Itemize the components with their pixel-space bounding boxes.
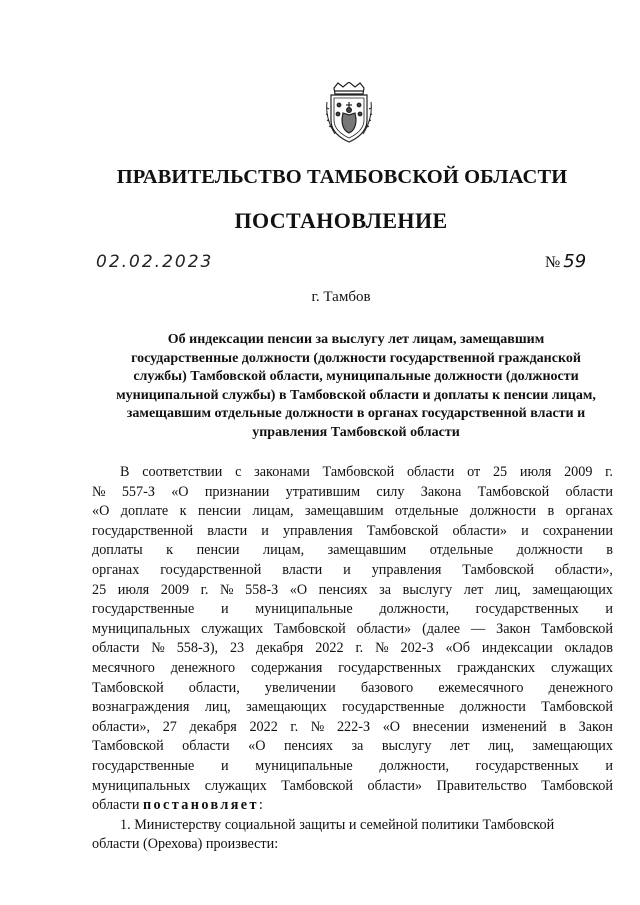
word: «О: [382, 718, 401, 735]
word: к: [179, 503, 187, 520]
word: доплате: [120, 503, 169, 520]
word: Тамбовской: [322, 464, 395, 480]
word: служащих: [550, 659, 613, 676]
word: Тамбовской: [541, 620, 613, 637]
word: органах: [92, 561, 140, 578]
word: власти: [207, 522, 248, 539]
word: муниципальных: [92, 777, 191, 794]
word: месячного: [92, 659, 155, 676]
word: должности: [469, 503, 537, 520]
word: (далее: [422, 620, 461, 637]
word: пенсии: [196, 542, 240, 559]
body-line: [92, 483, 613, 503]
word: 23: [229, 640, 245, 657]
body-line: [92, 600, 613, 620]
word: и: [261, 522, 269, 539]
document-body: [92, 463, 613, 855]
word: «О: [92, 503, 110, 520]
word: должности,: [379, 601, 449, 618]
document-subject: [92, 331, 620, 442]
body-line: [92, 581, 613, 601]
word: базового: [360, 679, 414, 696]
word: вознаграждения: [92, 699, 190, 716]
body-line: [92, 659, 613, 679]
word: государственных: [475, 601, 579, 618]
word: 222-З: [336, 718, 371, 735]
word: служащих: [201, 620, 264, 637]
word: 202-З: [400, 640, 434, 657]
closing-prefix: области: [92, 797, 143, 814]
word: и: [220, 601, 229, 618]
document-number: [545, 251, 586, 272]
word: лицам,: [263, 542, 305, 559]
word: государственной: [92, 522, 194, 539]
subject-line: государственные должности (должности государственной гражданской: [131, 350, 581, 366]
word: силу: [376, 483, 405, 500]
word: органах: [565, 503, 613, 520]
word: выслугу: [402, 581, 453, 598]
body-line: [92, 502, 613, 522]
word: отдельные: [395, 503, 459, 520]
word: Закон: [578, 718, 613, 735]
word: служащих: [204, 777, 267, 794]
word: области: [406, 464, 455, 480]
word: В: [120, 464, 130, 480]
clause-1-line: области (Орехова) произвести:: [92, 836, 279, 853]
word: «Об: [445, 640, 471, 657]
word: Тамбовской: [541, 699, 613, 716]
word: муниципальные: [255, 757, 353, 774]
word: Закон: [496, 620, 531, 637]
word: №: [375, 640, 389, 657]
word: увеличении: [264, 679, 336, 696]
word: лет: [449, 738, 470, 755]
organization-title: ПРАВИТЕЛЬСТВО ТАМБОВСКОЙ ОБЛАСТИ: [116, 166, 568, 188]
word: Тамбовской: [274, 620, 346, 637]
word: от: [467, 464, 481, 480]
body-line: [92, 522, 613, 542]
word: области»: [356, 620, 412, 637]
word: г.: [355, 640, 364, 657]
subject-line: замещавшим отдельные должности в органах государственной власти и: [126, 406, 586, 421]
word: муниципальных: [92, 620, 191, 637]
document-type-title: ПОСТАНОВЛЕНИЕ: [234, 208, 448, 233]
word: соответствии: [142, 464, 223, 480]
clause-1-line: 1. Министерству социальной защиты и семейной политики Тамбовской: [120, 816, 555, 833]
word: пенсиях: [283, 738, 333, 755]
word: 558-З: [245, 581, 279, 598]
word: денежного: [170, 659, 236, 676]
word: замещавшим: [305, 503, 384, 520]
word: области»: [452, 522, 507, 539]
word: управления: [371, 561, 442, 578]
word: управления: [282, 522, 353, 539]
word: замещающих: [246, 699, 327, 716]
word: денежного: [548, 679, 613, 696]
word: 27: [162, 718, 177, 735]
word: декабря: [256, 640, 304, 657]
word: признании: [204, 483, 270, 500]
word: области: [182, 738, 230, 755]
word: государственные: [92, 601, 195, 618]
word: изменений: [481, 718, 547, 735]
word: замещающих: [532, 581, 613, 598]
word: пенсиях: [318, 581, 368, 598]
word: Тамбовской: [281, 777, 353, 794]
closing-suffix: :: [258, 797, 263, 814]
word: в: [559, 718, 567, 735]
word: декабря: [189, 718, 237, 735]
word: к: [166, 542, 174, 559]
word: доплаты: [92, 542, 143, 559]
resolution-keyword: постановляет: [142, 797, 259, 814]
word: 2022: [315, 640, 344, 657]
body-line: [92, 777, 613, 797]
body-line: [92, 679, 613, 699]
word: власти: [282, 561, 323, 578]
word: государственные: [92, 757, 195, 774]
word: №: [92, 483, 106, 500]
word: области: [92, 640, 140, 657]
body-line: [92, 698, 613, 718]
word: замещавшим: [327, 542, 407, 559]
word: 557-З: [121, 483, 155, 500]
word: области»,: [92, 718, 151, 735]
word: —: [471, 620, 486, 637]
word: 2009: [160, 581, 190, 598]
word: с: [235, 464, 242, 480]
word: Закона: [420, 483, 462, 500]
word: 25: [92, 581, 107, 598]
word: области: [565, 483, 613, 500]
word: 558-З),: [176, 640, 219, 657]
word: государственной: [160, 561, 262, 578]
word: 25: [492, 464, 508, 480]
word: в: [606, 542, 613, 559]
subject-line: службы) Тамбовской области, муниципальные должности (должности: [133, 369, 579, 384]
word: г.: [200, 581, 209, 598]
word: отдельные: [429, 542, 494, 559]
word: лицам,: [252, 503, 294, 520]
word: Тамбовской: [92, 679, 164, 696]
word: законами: [254, 464, 310, 480]
word: государственных: [475, 757, 579, 774]
body-line: [92, 757, 613, 777]
word: №: [151, 640, 165, 657]
word: окладов: [564, 640, 613, 657]
word: сохранении: [542, 522, 613, 539]
word: внесении: [412, 718, 470, 735]
word: утратившим: [285, 483, 361, 500]
word: июля: [519, 464, 552, 480]
number-prefix: №: [545, 254, 561, 271]
word: 2009: [564, 464, 593, 480]
body-line: [92, 620, 613, 640]
word: и: [343, 561, 351, 578]
body-line-closing: [92, 796, 613, 816]
body-line: [92, 463, 613, 483]
word: государственных: [338, 659, 442, 676]
word: за: [351, 738, 364, 755]
word: Тамбовской: [477, 483, 550, 500]
coat-of-arms-icon: [325, 82, 373, 144]
word: области,: [188, 679, 240, 696]
document-date: 02.02.2023: [96, 252, 214, 272]
word: и: [220, 757, 229, 774]
word: выслугу: [381, 738, 432, 755]
number-value: 59: [563, 251, 587, 272]
word: должности: [459, 699, 526, 716]
body-line: [92, 718, 613, 738]
subject-line: муниципальной службы) в Тамбовской области и доплаты к пенсии лицам,: [116, 387, 596, 403]
word: пенсии: [198, 503, 241, 520]
city-line: г. Тамбов: [311, 289, 371, 305]
word: Правительство: [436, 777, 527, 794]
word: гражданских: [457, 659, 536, 676]
word: «О: [289, 581, 308, 598]
body-line: [92, 639, 613, 659]
word: «О: [248, 738, 266, 755]
word: Тамбовской: [92, 738, 164, 755]
subject-line: Об индексации пенсии за выслугу лет лицам, замещавшим: [167, 332, 545, 347]
body-line: [92, 737, 613, 757]
word: 2022: [249, 718, 278, 735]
word: Тамбовской: [366, 522, 439, 539]
word: за: [379, 581, 392, 598]
word: государственные: [342, 699, 445, 716]
word: должности,: [379, 757, 449, 774]
word: области»: [367, 777, 423, 794]
word: лиц,: [488, 738, 514, 755]
word: индексации: [481, 640, 553, 657]
word: ежемесячного: [438, 679, 524, 696]
word: г.: [290, 718, 299, 735]
word: муниципальные: [255, 601, 353, 618]
subject-line: управления Тамбовской области: [252, 424, 460, 440]
word: лет: [463, 581, 484, 598]
word: области»,: [554, 561, 613, 578]
body-line: [92, 541, 613, 561]
word: и: [605, 601, 613, 618]
word: №: [219, 581, 234, 598]
word: лиц,: [204, 699, 231, 716]
word: и: [521, 522, 529, 539]
word: июля: [117, 581, 150, 598]
word: лиц,: [494, 581, 521, 598]
word: «О: [171, 483, 189, 500]
word: г.: [605, 464, 613, 480]
word: в: [547, 503, 555, 520]
word: должности: [516, 542, 583, 559]
word: №: [310, 718, 325, 735]
word: содержания: [250, 659, 323, 676]
word: и: [605, 757, 613, 774]
word: Тамбовской: [462, 561, 534, 578]
word: Тамбовской: [541, 777, 613, 794]
word: замещающих: [532, 738, 613, 755]
body-line: [92, 561, 613, 581]
